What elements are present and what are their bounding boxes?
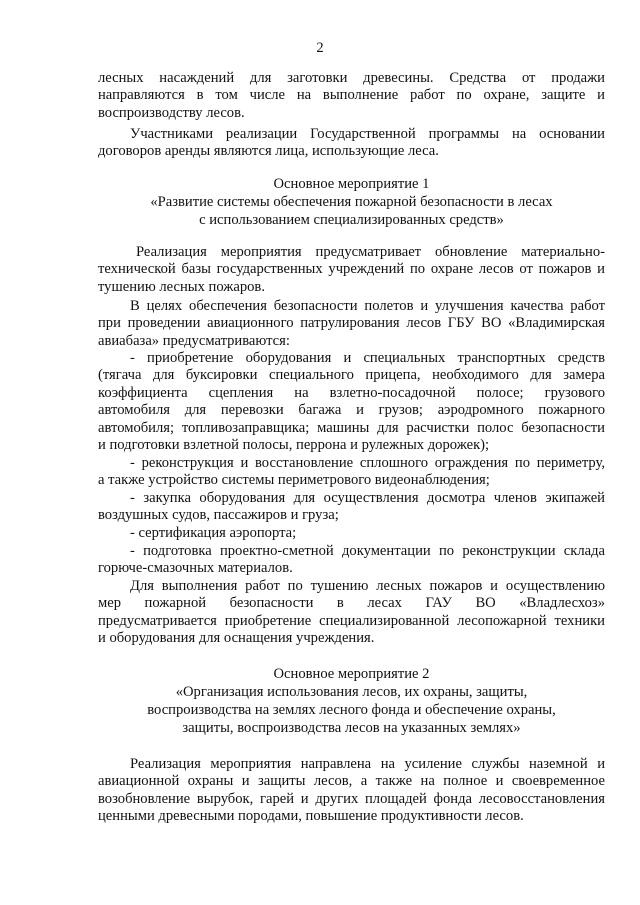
measure-2-heading-block — [98, 666, 605, 738]
text-line: Участниками реализации Государственной программы на основании — [130, 126, 605, 142]
text-line: Реализация мероприятия направлена на усиление службы наземной и — [130, 756, 605, 772]
measure-1-title-line: «Развитие системы обеспечения пожарной безопасности в лесах — [150, 194, 553, 210]
text-line: Реализация мероприятия предусматривает обновление материально- — [136, 244, 605, 260]
text-line: мер пожарной безопасности в лесах ГАУ ВО «Владлесхоз» — [98, 595, 605, 612]
text-line: автомобиля; топливозаправщика; машины для расчистки полос безопасности — [98, 419, 605, 436]
page-number: 2 — [316, 40, 324, 56]
text-line: коэффициента сцепления на взлетно-посадочной полосе; грузового — [98, 384, 605, 401]
text-line: направляются в том числе на выполнение работ по охране, защите и — [98, 87, 605, 104]
measure-2-title-line: защиты, воспроизводства лесов на указанных землях» — [182, 720, 521, 736]
intro-paragraph-1 — [98, 70, 605, 122]
measure-1-title-line: с использованием специализированных средств» — [199, 212, 504, 228]
text-line: ценными древесными породами, повышение продуктивности лесов. — [98, 808, 524, 825]
text-line: технической базы государственных учреждений по охране лесов от пожаров и — [98, 261, 605, 278]
text-line: воспроизводству лесов. — [98, 104, 245, 121]
text-line: - реконструкция и восстановление сплошного ограждения по периметру, — [130, 455, 605, 471]
text-line: авиабаза» предусматриваются: — [98, 332, 290, 349]
measure-2-title-line: «Организация использования лесов, их охраны, защиты, — [175, 684, 528, 700]
text-line: и подготовки взлетной полосы, перрона и рулежных дорожек); — [98, 436, 490, 453]
text-line: лесных насаждений для заготовки древесины. Средства от продажи — [98, 70, 605, 86]
measure-1-heading: Основное мероприятие 1 — [273, 176, 430, 192]
text-line: - закупка оборудования для осуществления досмотра членов экипажей — [130, 490, 605, 506]
intro-paragraph-2 — [98, 126, 605, 161]
text-line: - подготовка проектно-сметной документации по реконструкции склада — [130, 543, 605, 559]
text-line: горюче-смазочных материалов. — [98, 560, 293, 577]
text-line: при проведении авиационного патрулирования лесов ГБУ ВО «Владимирская — [98, 315, 605, 332]
measure-1-list-item-fence — [98, 455, 605, 490]
text-line: и оборудования для оснащения учреждения. — [98, 630, 375, 647]
text-line: (тягача для буксировки специального прицепа, необходимого для замера — [98, 367, 605, 384]
measure-2-title-line: воспроизводства на землях лесного фонда и обеспечение охраны, — [147, 702, 556, 718]
measure-1-paragraph-vladleskhoz — [98, 578, 605, 648]
measure-1-paragraph-1 — [98, 244, 605, 296]
text-line: предусматривается приобретение специализированной лесопожарной техники — [98, 612, 605, 629]
measure-1-paragraph-2 — [98, 298, 605, 350]
measure-1-list-item-certification — [98, 525, 605, 542]
text-line: - приобретение оборудования и специальных транспортных средств — [130, 350, 605, 366]
measure-2-paragraph-1 — [98, 756, 605, 826]
measure-1-list-item-screening — [98, 490, 605, 525]
measure-1-list-item-documentation — [98, 543, 605, 578]
text-line: возобновление вырубок, гарей и других площадей фонда лесовосстановления — [98, 790, 605, 807]
text-line: Для выполнения работ по тушению лесных пожаров и осуществлению — [130, 578, 605, 594]
measure-1-list-item-equipment — [98, 350, 605, 454]
text-line: тушению лесных пожаров. — [98, 278, 265, 295]
measure-1-heading-block — [98, 176, 605, 230]
text-line: авиационной охраны и защиты лесов, а также на полное и своевременное — [98, 773, 605, 790]
measure-2-heading: Основное мероприятие 2 — [273, 666, 430, 682]
text-line: договоров аренды являются лица, использующие леса. — [98, 143, 439, 160]
text-line: а также устройство системы периметрового видеонаблюдения; — [98, 472, 490, 489]
text-line: - сертификация аэропорта; — [130, 525, 297, 541]
text-line: автомобиля для перевозки багажа и грузов; аэродромного пожарного — [98, 402, 605, 419]
text-line: воздушных судов, пассажиров и груза; — [98, 507, 339, 524]
text-line: В целях обеспечения безопасности полетов и улучшения качества работ — [130, 298, 605, 314]
